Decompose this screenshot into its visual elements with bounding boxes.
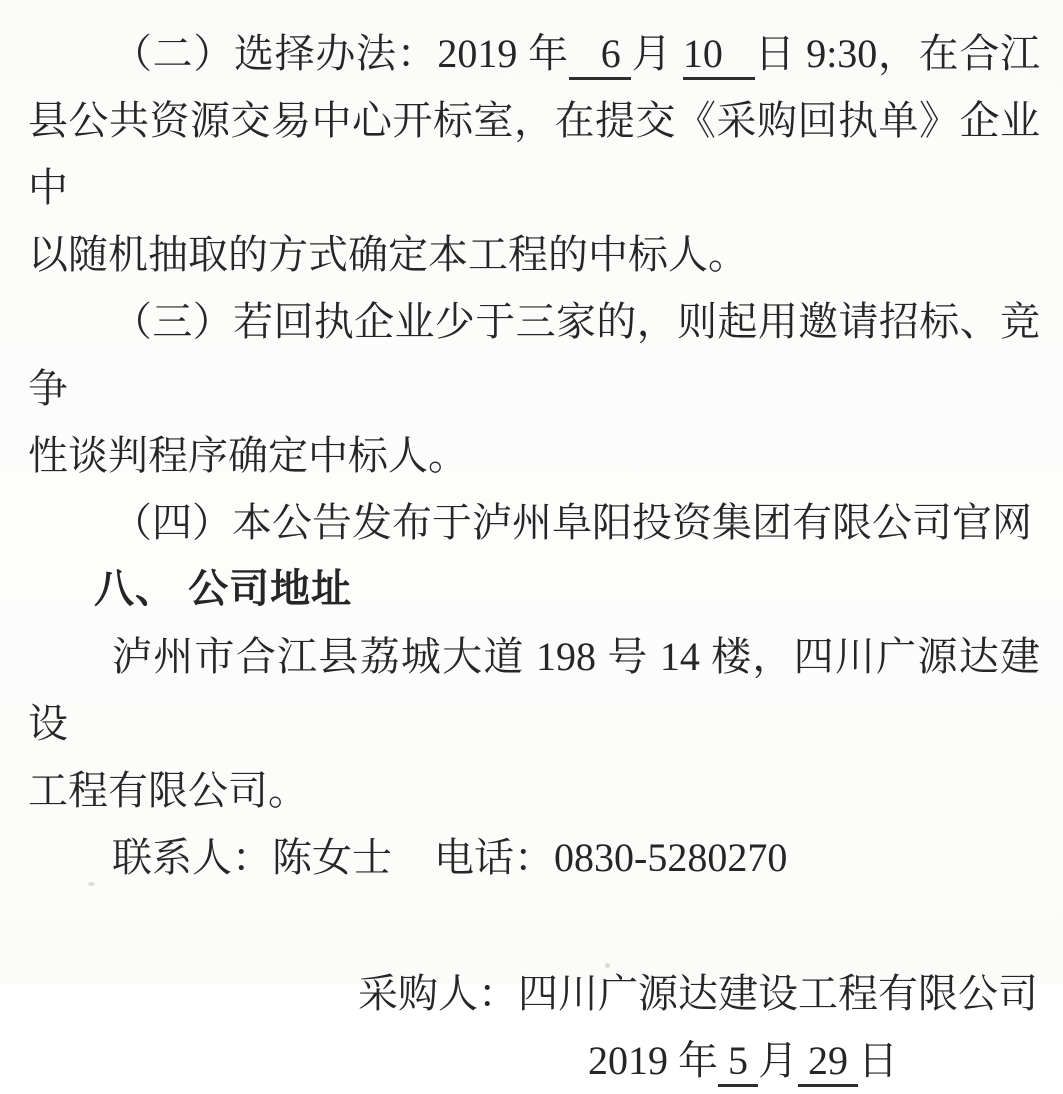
text-run: 性谈判程序确定中标人。 bbox=[28, 433, 468, 478]
text-run: 泸州市合江县荔城大道 198 号 14 楼，四川广源达建设 bbox=[28, 634, 1040, 746]
paragraph-address-line-1 bbox=[28, 623, 1040, 757]
date-day-label: 日 bbox=[858, 1038, 898, 1083]
date-month-fill-in-value: 5 bbox=[718, 1038, 758, 1087]
text-run: 日 9:30，在合江 bbox=[754, 31, 1041, 76]
signature-date-line bbox=[588, 1027, 1040, 1094]
text-run: 以随机抽取的方式确定本工程的中标人。 bbox=[28, 232, 748, 277]
date-day-fill-in-value: 29 bbox=[798, 1038, 858, 1087]
date-month-label: 月 bbox=[758, 1038, 798, 1083]
scan-artifact-speck bbox=[605, 963, 610, 968]
date-year: 2019 年 bbox=[588, 1038, 718, 1083]
section-heading-company-address bbox=[28, 556, 1040, 623]
contact-person: 联系人：陈女士 bbox=[112, 835, 392, 880]
heading-text: 八、 公司地址 bbox=[94, 567, 353, 611]
text-run: （二）选择办法：2019 年 bbox=[112, 31, 569, 76]
paragraph-address-line-2 bbox=[28, 757, 1040, 824]
paragraph-selection-method-line-1 bbox=[28, 20, 1040, 87]
contact-phone: 电话：0830-5280270 bbox=[434, 835, 788, 880]
paragraph-publish-notice bbox=[28, 489, 1040, 556]
scan-artifact-speck bbox=[88, 882, 95, 886]
paragraph-selection-method-line-2 bbox=[28, 87, 1040, 221]
text-run: 月 bbox=[631, 31, 683, 76]
buyer-name: 采购人：四川广源达建设工程有限公司 bbox=[358, 971, 1038, 1016]
day-fill-in-value: 10 bbox=[683, 31, 755, 80]
month-fill-in-value: 6 bbox=[569, 31, 632, 80]
text-run: 工程有限公司。 bbox=[28, 768, 308, 813]
paragraph-selection-method-line-3 bbox=[28, 221, 1040, 288]
paragraph-fallback-line-1 bbox=[28, 288, 1040, 422]
contact-line bbox=[28, 824, 1040, 891]
signature-buyer-line bbox=[358, 960, 1040, 1027]
text-run: 县公共资源交易中心开标室，在提交《采购回执单》企业中 bbox=[28, 98, 1040, 210]
blank-gap bbox=[28, 891, 1040, 960]
paragraph-fallback-line-2 bbox=[28, 422, 1040, 489]
text-run: （三）若回执企业少于三家的，则起用邀请招标、竞争 bbox=[28, 299, 1040, 411]
text-run: （四）本公告发布于泸州阜阳投资集团有限公司官网 bbox=[112, 500, 1032, 545]
